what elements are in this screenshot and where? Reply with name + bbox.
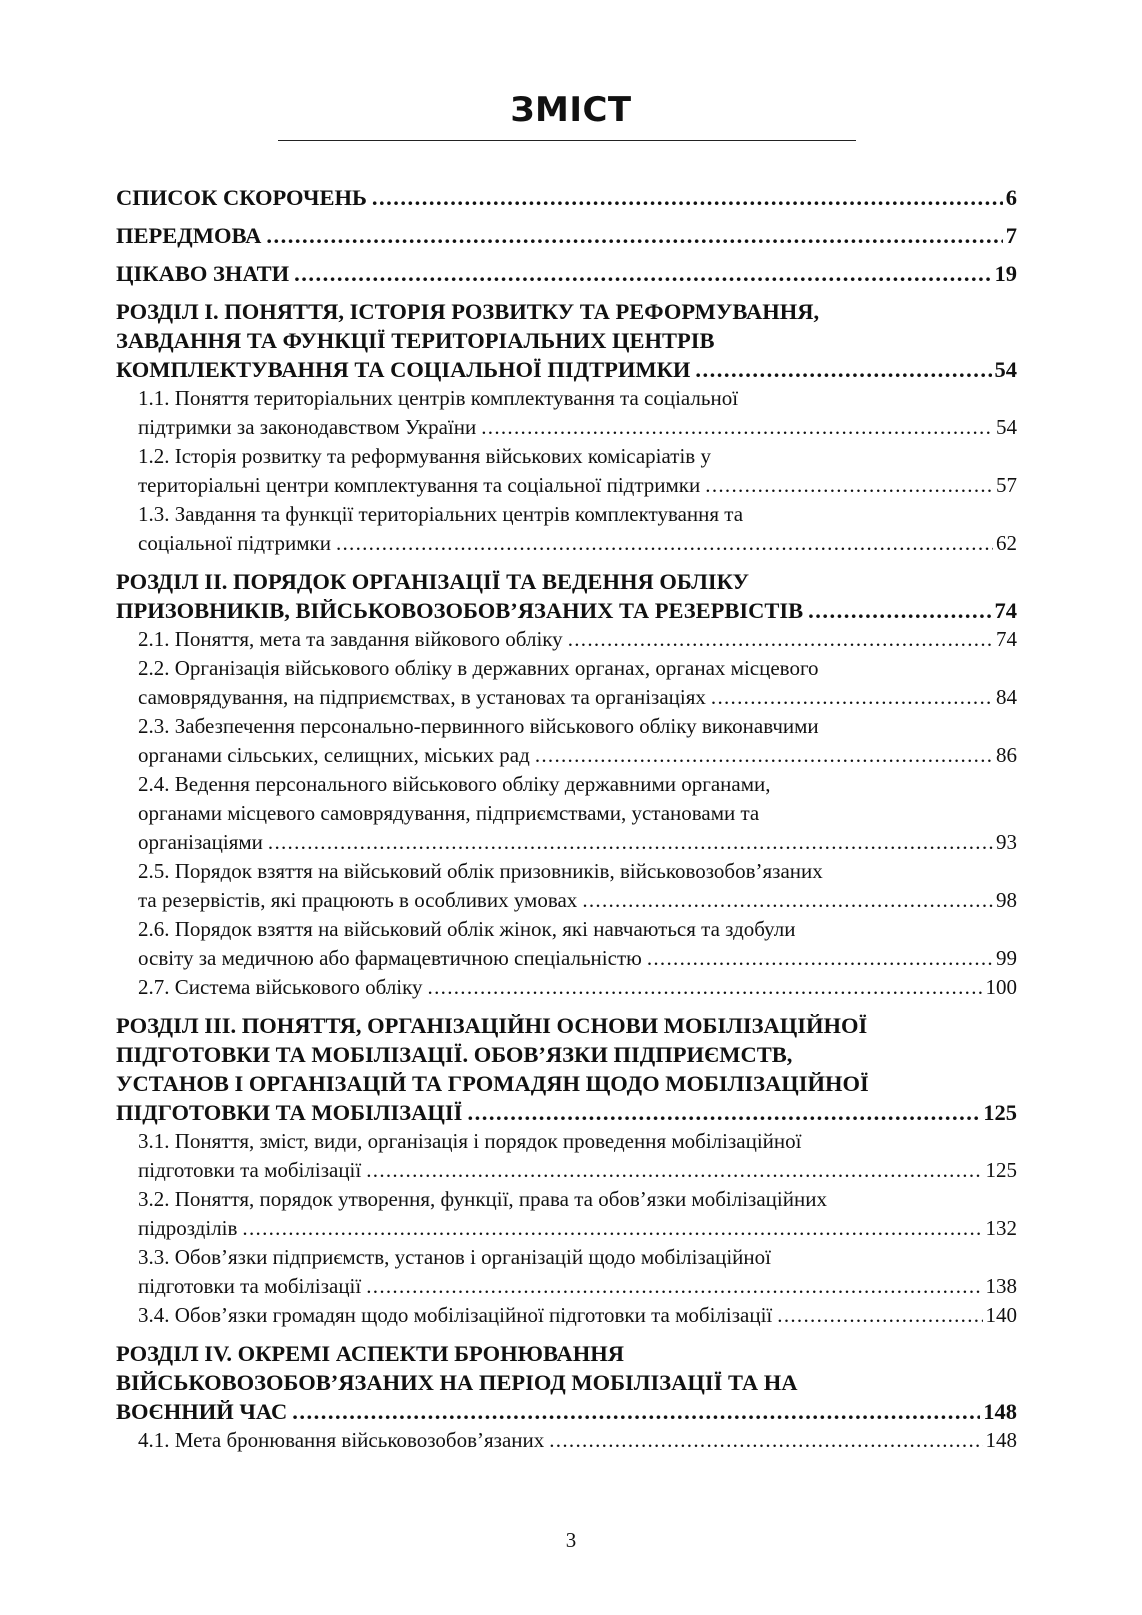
toc-subsection[interactable] — [116, 973, 1017, 1002]
dot-leader — [242, 1214, 982, 1243]
toc-entry-final-line — [116, 355, 1017, 384]
toc-entry-line: РОЗДІЛ IV. ОКРЕМІ АСПЕКТИ БРОНЮВАННЯ — [116, 1341, 625, 1366]
toc-entry-text: підтримки за законодавством України — [138, 415, 477, 439]
toc-subsection[interactable] — [116, 770, 1017, 857]
dot-leader — [582, 886, 993, 915]
toc-section[interactable] — [116, 1339, 1017, 1426]
toc-page-number: 132 — [985, 1216, 1017, 1240]
toc-entry-line: 3.2. Поняття, порядок утворення, функції, права та обов’язки мобілізаційних — [138, 1187, 827, 1211]
toc-section[interactable] — [116, 297, 1017, 384]
toc-subsection[interactable] — [116, 1301, 1017, 1330]
toc-entry-text: підрозділів — [138, 1216, 238, 1240]
title-underline — [278, 140, 856, 141]
toc-entry-line: 1.2. Історія розвитку та реформування військових комісаріатів у — [138, 444, 711, 468]
toc-page-number: 98 — [996, 888, 1017, 912]
toc-entry-text: КОМПЛЕКТУВАННЯ ТА СОЦІАЛЬНОЇ ПІДТРИМКИ — [116, 357, 691, 382]
toc-section[interactable] — [116, 221, 1017, 250]
toc-entry-final-line — [116, 259, 1017, 288]
toc-entry-final-line — [116, 1098, 1017, 1127]
toc-entry-text: органами сільських, селищних, міських рад — [138, 743, 530, 767]
toc-page-number: 74 — [994, 598, 1017, 623]
toc-entry-final-line — [138, 413, 1017, 442]
toc-entry-text: ПЕРЕДМОВА — [116, 223, 262, 248]
toc-entry-final-line — [138, 1426, 1017, 1455]
toc-page-number: 125 — [985, 1158, 1017, 1182]
toc-entry-final-line — [138, 828, 1017, 857]
toc-entry-final-line — [116, 596, 1017, 625]
table-of-contents — [116, 183, 1017, 1455]
toc-entry-line: 2.4. Ведення персонального військового обліку державними органами, — [138, 772, 771, 796]
toc-page-number: 138 — [985, 1274, 1017, 1298]
toc-page-number: 19 — [994, 261, 1017, 286]
dot-leader — [711, 683, 993, 712]
toc-entry-line: 2.2. Організація військового обліку в державних органах, органах місцевого — [138, 656, 819, 680]
toc-entry-final-line — [138, 683, 1017, 712]
dot-leader — [695, 355, 991, 384]
dot-leader — [777, 1301, 982, 1330]
toc-entry-text: освіту за медичною або фармацевтичною спеціальністю — [138, 946, 642, 970]
toc-entry-final-line — [138, 625, 1017, 654]
toc-entry-line: ЗАВДАННЯ ТА ФУНКЦІЇ ТЕРИТОРІАЛЬНИХ ЦЕНТРІВ — [116, 328, 715, 353]
toc-entry-text: соціальної підтримки — [138, 531, 331, 555]
toc-entry-line: 2.3. Забезпечення персонально-первинного військового обліку виконавчими — [138, 714, 819, 738]
toc-page-number: 86 — [996, 743, 1017, 767]
toc-entry-text: ПРИЗОВНИКІВ, ВІЙСЬКОВОЗОБОВ’ЯЗАНИХ ТА РЕЗЕРВІСТІВ — [116, 598, 804, 623]
toc-entry-text: 3.4. Обов’язки громадян щодо мобілізаційної підготовки та мобілізації — [138, 1303, 773, 1327]
toc-subsection[interactable] — [116, 857, 1017, 915]
toc-entry-final-line — [116, 1397, 1017, 1426]
dot-leader — [266, 221, 1002, 250]
toc-page-number: 54 — [994, 357, 1017, 382]
toc-page-number: 99 — [996, 946, 1017, 970]
toc-page-number: 100 — [985, 975, 1017, 999]
page-title: ЗМІСТ — [510, 90, 632, 130]
toc-page-number: 57 — [996, 473, 1017, 497]
toc-entry-text: організаціями — [138, 830, 263, 854]
toc-entry-line: ПІДГОТОВКИ ТА МОБІЛІЗАЦІЇ. ОБОВ’ЯЗКИ ПІДПРИЄМСТВ, — [116, 1042, 793, 1067]
toc-entry-text: СПИСОК СКОРОЧЕНЬ — [116, 185, 367, 210]
dot-leader — [372, 183, 1003, 212]
toc-section[interactable] — [116, 259, 1017, 288]
toc-page-number: 148 — [985, 1428, 1017, 1452]
toc-entry-final-line — [138, 529, 1017, 558]
toc-entry-final-line — [138, 741, 1017, 770]
dot-leader — [467, 1098, 980, 1127]
toc-entry-final-line — [138, 944, 1017, 973]
toc-page-number: 93 — [996, 830, 1017, 854]
toc-entry-text: підготовки та мобілізації — [138, 1274, 362, 1298]
toc-subsection[interactable] — [116, 625, 1017, 654]
toc-entry-final-line — [116, 183, 1017, 212]
dot-leader — [292, 1397, 980, 1426]
toc-entry-final-line — [138, 886, 1017, 915]
toc-entry-text: ЦІКАВО ЗНАТИ — [116, 261, 290, 286]
toc-page-number: 6 — [1005, 185, 1017, 210]
toc-entry-text: самоврядування, на підприємствах, в установах та організаціях — [138, 685, 706, 709]
toc-entry-final-line — [138, 973, 1017, 1002]
toc-entry-line: 3.3. Обов’язки підприємств, установ і організацій щодо мобілізаційної — [138, 1245, 771, 1269]
toc-entry-line: 1.3. Завдання та функції територіальних центрів комплектування та — [138, 502, 744, 526]
toc-page-number: 62 — [996, 531, 1017, 555]
dot-leader — [808, 596, 991, 625]
toc-page-number: 148 — [983, 1399, 1017, 1424]
toc-page-number: 7 — [1005, 223, 1017, 248]
dot-leader — [268, 828, 993, 857]
toc-entry-line: РОЗДІЛ І. ПОНЯТТЯ, ІСТОРІЯ РОЗВИТКУ ТА РЕФОРМУВАННЯ, — [116, 299, 820, 324]
toc-entry-text: ВОЄННИЙ ЧАС — [116, 1399, 288, 1424]
dot-leader — [366, 1272, 982, 1301]
toc-subsection[interactable] — [116, 654, 1017, 712]
toc-entry-final-line — [138, 1214, 1017, 1243]
toc-subsection[interactable] — [116, 442, 1017, 500]
dot-leader — [366, 1156, 982, 1185]
toc-subsection[interactable] — [116, 1185, 1017, 1243]
toc-section[interactable] — [116, 183, 1017, 212]
toc-page-number: 74 — [996, 627, 1017, 651]
toc-entry-text: 4.1. Мета бронювання військовозобов’язаних — [138, 1428, 545, 1452]
toc-entry-line: УСТАНОВ І ОРГАНІЗАЦІЙ ТА ГРОМАДЯН ЩОДО МОБІЛІЗАЦІЙНОЇ — [116, 1071, 869, 1096]
toc-entry-text: 2.7. Система військового обліку — [138, 975, 423, 999]
dot-leader — [549, 1426, 982, 1455]
toc-subsection[interactable] — [116, 500, 1017, 558]
toc-entry-text: 2.1. Поняття, мета та завдання війкового обліку — [138, 627, 563, 651]
toc-subsection[interactable] — [116, 915, 1017, 973]
dot-leader — [535, 741, 993, 770]
dot-leader — [481, 413, 993, 442]
toc-entry-text: територіальні центри комплектування та соціальної підтримки — [138, 473, 701, 497]
toc-entry-final-line — [138, 1301, 1017, 1330]
toc-entry-line: 1.1. Поняття територіальних центрів комплектування та соціальної — [138, 386, 739, 410]
toc-entry-text: ПІДГОТОВКИ ТА МОБІЛІЗАЦІЇ — [116, 1100, 463, 1125]
toc-subsection[interactable] — [116, 384, 1017, 442]
toc-entry-final-line — [138, 471, 1017, 500]
toc-entry-text: та резервістів, які працюють в особливих умовах — [138, 888, 578, 912]
dot-leader — [705, 471, 993, 500]
toc-page-number: 140 — [985, 1303, 1017, 1327]
toc-entry-line: 3.1. Поняття, зміст, види, організація і порядок проведення мобілізаційної — [138, 1129, 802, 1153]
toc-section[interactable] — [116, 567, 1017, 625]
toc-page-number: 84 — [996, 685, 1017, 709]
toc-entry-line: 2.6. Порядок взяття на військовий облік жінок, які навчаються та здобули — [138, 917, 796, 941]
toc-subsection[interactable] — [116, 1243, 1017, 1301]
dot-leader — [568, 625, 993, 654]
toc-entry-line: 2.5. Порядок взяття на військовий облік призовників, військовозобов’язаних — [138, 859, 823, 883]
dot-leader — [294, 259, 991, 288]
toc-entry-final-line — [138, 1156, 1017, 1185]
dot-leader — [428, 973, 983, 1002]
toc-entry-text: підготовки та мобілізації — [138, 1158, 362, 1182]
toc-page-number: 54 — [996, 415, 1017, 439]
toc-entry-final-line — [138, 1272, 1017, 1301]
toc-section[interactable] — [116, 1011, 1017, 1127]
dot-leader — [336, 529, 993, 558]
toc-subsection[interactable] — [116, 712, 1017, 770]
dot-leader — [647, 944, 993, 973]
toc-entry-line: органами місцевого самоврядування, підприємствами, установами та — [138, 801, 760, 825]
toc-page-number: 125 — [983, 1100, 1017, 1125]
toc-entry-line: ВІЙСЬКОВОЗОБОВ’ЯЗАНИХ НА ПЕРІОД МОБІЛІЗАЦІЇ ТА НА — [116, 1370, 798, 1395]
page-number: 3 — [565, 1528, 577, 1552]
toc-subsection[interactable] — [116, 1426, 1017, 1455]
toc-subsection[interactable] — [116, 1127, 1017, 1185]
toc-entry-line: РОЗДІЛ ІІ. ПОРЯДОК ОРГАНІЗАЦІЇ ТА ВЕДЕННЯ ОБЛІКУ — [116, 569, 750, 594]
toc-entry-final-line — [116, 221, 1017, 250]
toc-entry-line: РОЗДІЛ ІІІ. ПОНЯТТЯ, ОРГАНІЗАЦІЙНІ ОСНОВИ МОБІЛІЗАЦІЙНОЇ — [116, 1013, 868, 1038]
